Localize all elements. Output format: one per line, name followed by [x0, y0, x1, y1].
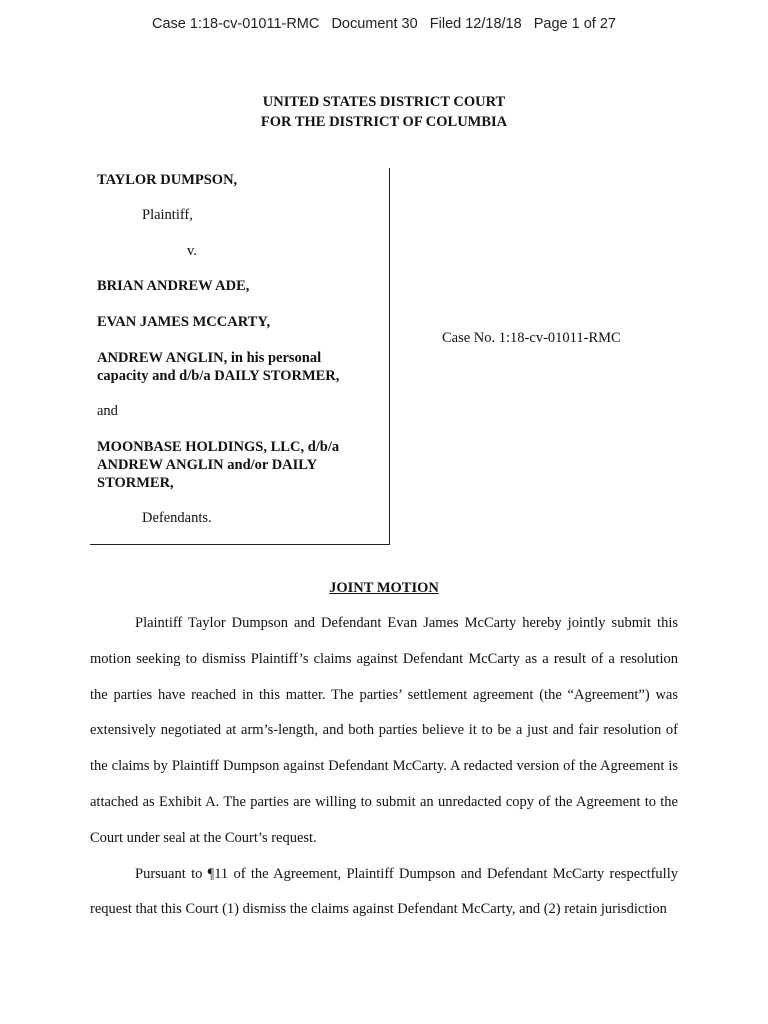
defendant-anglin	[97, 349, 339, 385]
defendant-mccarty: EVAN JAMES MCCARTY,	[97, 314, 271, 330]
defendant-ade: BRIAN ANDREW ADE,	[97, 278, 250, 294]
case-number: Case No. 1:18-cv-01011-RMC	[442, 330, 621, 346]
paragraph: Plaintiff Taylor Dumpson and Defendant Evan James McCarty hereby jointly submit this motion seeking to dismiss Plaintiff’s claims against Defendant McCarty as a result of a resolution the parties have reached in this matter. The parties’ settlement agreement (the “Agreement”) was extensively negotiated at arm’s-length, and both parties believe it to be a just and fair resolution of the claims by Plaintiff Dumpson against Defendant McCarty. A redacted version of the Agreement is attached as Exhibit A. The parties are willing to submit an unredacted copy of the Agreement to the Court under seal at the Court’s request.	[90, 615, 678, 846]
motion-title: JOINT MOTION	[329, 580, 439, 596]
court-heading	[0, 92, 768, 132]
defendants-label: Defendants.	[142, 510, 212, 526]
defendant-moonbase-line1: MOONBASE HOLDINGS, LLC, d/b/a	[97, 439, 340, 455]
defendant-moonbase-line3: STORMER,	[97, 475, 174, 491]
plaintiff-label: Plaintiff,	[142, 207, 193, 223]
court-name: UNITED STATES DISTRICT COURT	[262, 94, 506, 110]
ecf-header: Case 1:18-cv-01011-RMC Document 30 Filed 12/18/18 Page 1 of 27	[152, 16, 616, 32]
plaintiff-name: TAYLOR DUMPSON,	[97, 172, 238, 188]
case-caption	[90, 168, 390, 545]
defendant-anglin-line2: capacity and d/b/a DAILY STORMER,	[97, 368, 340, 384]
defendant-moonbase-line2: ANDREW ANGLIN and/or DAILY	[97, 457, 318, 473]
defendant-anglin-line1: ANDREW ANGLIN, in his personal	[97, 350, 322, 366]
conjunction-and: and	[97, 403, 118, 419]
motion-body	[90, 606, 678, 928]
versus: v.	[187, 243, 197, 259]
defendant-moonbase	[97, 438, 339, 492]
paragraph: Pursuant to ¶11 of the Agreement, Plaintiff Dumpson and Defendant McCarty respectfully request that this Court (1) dismiss the claims against Defendant McCarty, and (2) retain jurisdiction	[90, 865, 678, 918]
court-district: FOR THE DISTRICT OF COLUMBIA	[260, 114, 508, 130]
